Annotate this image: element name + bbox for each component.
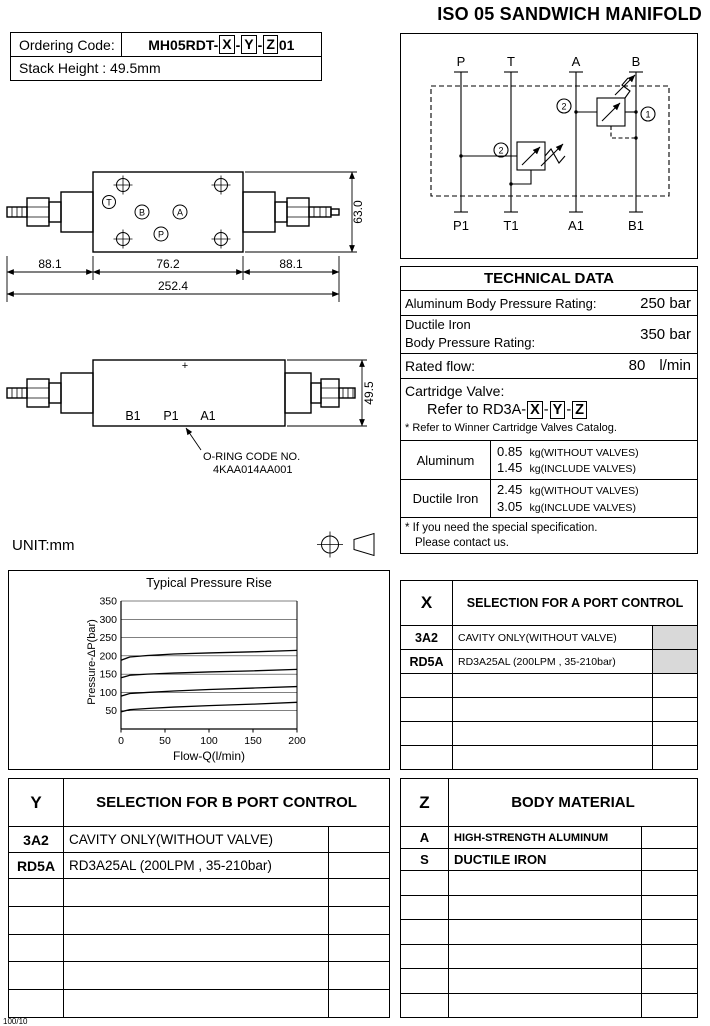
svg-text:50: 50 xyxy=(105,705,117,718)
svg-text:100: 100 xyxy=(99,686,117,699)
port-label-a1: A1 xyxy=(568,218,584,233)
option-desc: RD3A25AL (200LPM , 35-210bar) xyxy=(453,650,653,673)
ordering-code-label: Ordering Code: xyxy=(19,36,115,53)
rated-flow-unit: l/min xyxy=(659,357,691,375)
empty-row xyxy=(9,907,389,935)
empty-row xyxy=(9,879,389,907)
table-row xyxy=(9,827,389,853)
top-view-dimension-labels xyxy=(38,197,365,293)
callout-number-2a: 2 xyxy=(561,101,567,112)
schematic-callout-numbers xyxy=(498,102,650,156)
weight-row-aluminum xyxy=(401,441,697,480)
aluminum-pressure-value: 250 bar xyxy=(640,294,691,312)
weight-row-ductile xyxy=(401,480,697,519)
ordering-code-box xyxy=(10,32,322,57)
option-desc: CAVITY ONLY(WITHOUT VALVE) xyxy=(453,626,653,649)
front-port-a1: A1 xyxy=(200,409,216,423)
front-view-dimension-lines xyxy=(186,360,367,450)
rated-flow-label: Rated flow: xyxy=(405,357,476,374)
svg-text:200: 200 xyxy=(288,735,306,747)
dim-252-4: 252.4 xyxy=(157,279,189,293)
z-table-header xyxy=(401,779,697,827)
empty-row xyxy=(401,969,697,994)
port-letter-t: T xyxy=(106,197,112,208)
front-port-p1: P1 xyxy=(163,409,179,423)
manifold-front-view-drawing xyxy=(5,356,390,481)
page-footer: 100/10 xyxy=(3,1017,28,1026)
port-label-b: B xyxy=(631,54,641,69)
empty-row xyxy=(401,722,697,746)
port-letter-p: P xyxy=(157,229,165,240)
special-specification-note: * If you need the special specification. Please contact us. xyxy=(405,522,598,549)
bolt-hole-icon xyxy=(212,176,231,195)
ordering-y: Y xyxy=(241,35,256,53)
port-label-t1: T1 xyxy=(503,218,519,233)
relief-valve-1-symbol xyxy=(576,75,636,138)
x-table-title: SELECTION FOR A PORT CONTROL xyxy=(466,596,684,610)
option-code: S xyxy=(401,849,449,870)
port-label-t: T xyxy=(507,54,515,69)
table-row xyxy=(401,827,697,849)
svg-text:50: 50 xyxy=(159,735,171,747)
option-code: 3A2 xyxy=(9,827,64,852)
y-selection-table xyxy=(8,778,390,1018)
ductile-pressure-label: Ductile Iron Body Pressure Rating: xyxy=(405,317,536,351)
ordering-z: Z xyxy=(263,35,278,53)
x-table-header xyxy=(401,581,697,626)
port-label-p1: P1 xyxy=(453,218,469,233)
dim-76-2: 76.2 xyxy=(156,257,180,271)
option-end-cell xyxy=(653,626,697,649)
schematic-lines xyxy=(431,72,669,212)
cartridge-valve-label: Cartridge Valve: xyxy=(405,382,505,399)
z-table-code-letter: Z xyxy=(401,779,449,826)
unit-label: UNIT:mm xyxy=(12,537,75,554)
center-plus-mark: + xyxy=(181,360,189,372)
schematic-envelope xyxy=(431,86,669,196)
option-end-cell xyxy=(653,650,697,673)
pressure-rise-chart xyxy=(9,571,388,768)
table-row xyxy=(401,650,697,674)
chart-title: Typical Pressure Rise xyxy=(146,575,272,590)
empty-row xyxy=(401,945,697,970)
schematic-junctions xyxy=(459,110,637,185)
callout-number-2b: 2 xyxy=(498,145,504,156)
table-row xyxy=(401,626,697,650)
cartridge-valve-row xyxy=(401,379,697,442)
cartridge-valve-ref: Refer to RD3A- X - Y - Z xyxy=(405,401,693,421)
ordering-code-value: MH05RDT- X - Y - Z 01 xyxy=(121,33,321,56)
chart-plot-area xyxy=(99,596,305,748)
empty-row xyxy=(401,896,697,921)
empty-row xyxy=(401,698,697,722)
projection-cone-icon xyxy=(354,534,374,556)
option-desc: CAVITY ONLY(WITHOUT VALVE) xyxy=(64,827,329,852)
x-selection-table xyxy=(400,580,698,770)
hydraulic-schematic-panel xyxy=(400,33,698,259)
front-view-labels xyxy=(125,360,376,476)
weights-table xyxy=(401,441,697,518)
target-symbol-icon xyxy=(317,532,343,558)
option-code: RD5A xyxy=(9,853,64,878)
option-code: A xyxy=(401,827,449,848)
oring-code: 4KAA014AA001 xyxy=(213,464,293,476)
weight-values: 2.45 kg(WITHOUT VALVES) 3.05 kg(INCLUDE VALVES) xyxy=(497,482,639,514)
chart-x-axis-label: Flow-Q(l/min) xyxy=(173,749,245,763)
svg-text:150: 150 xyxy=(99,668,117,681)
svg-text:100: 100 xyxy=(200,735,218,747)
option-code: 3A2 xyxy=(401,626,453,649)
option-end-cell xyxy=(329,853,389,878)
aluminum-pressure-row xyxy=(401,291,697,316)
front-port-b1: B1 xyxy=(125,409,141,423)
empty-row xyxy=(9,935,389,963)
dim-88-1-right: 88.1 xyxy=(279,257,303,271)
manifold-top-view-drawing xyxy=(5,168,390,308)
cartridge-x: X xyxy=(527,401,543,420)
stack-height-label: Stack Height : 49.5mm xyxy=(19,60,161,76)
cartridge-z: Z xyxy=(572,401,587,420)
callout-number-1: 1 xyxy=(645,109,651,120)
ductile-pressure-value: 350 bar xyxy=(640,325,691,343)
table-row xyxy=(401,849,697,871)
pressure-rise-chart-panel xyxy=(8,570,390,770)
svg-text:150: 150 xyxy=(244,735,262,747)
oring-leader-line xyxy=(186,428,201,450)
port-letter-b: B xyxy=(138,207,146,218)
rated-flow-row xyxy=(401,354,697,379)
page-title: ISO 05 SANDWICH MANIFOLD xyxy=(437,4,702,24)
port-label-b1: B1 xyxy=(628,218,644,233)
svg-text:300: 300 xyxy=(99,613,117,626)
empty-row xyxy=(401,994,697,1018)
svg-text:0: 0 xyxy=(118,735,124,747)
rated-flow-value: 80 xyxy=(628,357,646,375)
empty-row xyxy=(401,746,697,769)
option-desc: DUCTILE IRON xyxy=(449,849,642,870)
svg-text:350: 350 xyxy=(99,595,117,608)
empty-row xyxy=(401,920,697,945)
aluminum-pressure-label: Aluminum Body Pressure Rating: xyxy=(405,295,597,311)
oring-label: O-RING CODE NO. xyxy=(203,451,301,463)
option-end-cell xyxy=(642,849,697,870)
y-table-code-letter: Y xyxy=(9,779,64,826)
empty-row xyxy=(401,871,697,896)
option-end-cell xyxy=(642,827,697,848)
option-desc: RD3A25AL (200LPM , 35-210bar) xyxy=(64,853,329,878)
cartridge-y: Y xyxy=(550,401,566,420)
x-table-code-letter: X xyxy=(401,581,453,625)
y-table-header xyxy=(9,779,389,827)
bolt-hole-icon xyxy=(212,230,231,249)
dim-88-1-left: 88.1 xyxy=(38,257,62,271)
weight-values: 0.85 kg(WITHOUT VALVES) 1.45 kg(INCLUDE VALVES) xyxy=(497,443,639,476)
y-table-title: SELECTION FOR B PORT CONTROL xyxy=(96,794,357,811)
port-label-p: P xyxy=(456,54,466,69)
schematic-port-labels xyxy=(453,54,644,233)
z-body-material-table xyxy=(400,778,698,1018)
svg-text:200: 200 xyxy=(99,650,117,663)
bolt-hole-icon xyxy=(114,176,133,195)
option-code: RD5A xyxy=(401,650,453,673)
hydraulic-schematic xyxy=(401,34,696,257)
empty-row xyxy=(9,962,389,990)
ductile-pressure-row xyxy=(401,316,697,354)
z-table-title: BODY MATERIAL xyxy=(511,794,635,811)
ordering-x: X xyxy=(219,35,234,53)
relief-valve-2-symbol xyxy=(461,142,565,184)
option-desc: HIGH-STRENGTH ALUMINUM xyxy=(449,827,642,848)
top-view-port-pattern xyxy=(103,176,231,249)
weight-material: Ductile Iron xyxy=(401,480,491,518)
weight-material: Aluminum xyxy=(401,441,491,479)
empty-row xyxy=(401,674,697,698)
table-row xyxy=(9,853,389,879)
port-letter-a: A xyxy=(176,207,184,218)
dim-63-0: 63.0 xyxy=(351,200,365,224)
dim-49-5: 49.5 xyxy=(362,381,376,405)
port-label-a: A xyxy=(571,54,581,69)
empty-row xyxy=(9,990,389,1017)
technical-data-title: TECHNICAL DATA xyxy=(401,267,697,291)
svg-text:250: 250 xyxy=(99,632,117,645)
chart-y-axis-label: Pressure-ΔP(bar) xyxy=(86,619,98,705)
bolt-hole-icon xyxy=(114,230,133,249)
projection-symbols xyxy=(316,531,380,558)
option-end-cell xyxy=(329,827,389,852)
technical-data-panel xyxy=(400,266,698,554)
stack-height-box xyxy=(10,56,322,81)
cartridge-valve-note: * Refer to Winner Cartridge Valves Catalog. xyxy=(405,422,617,435)
